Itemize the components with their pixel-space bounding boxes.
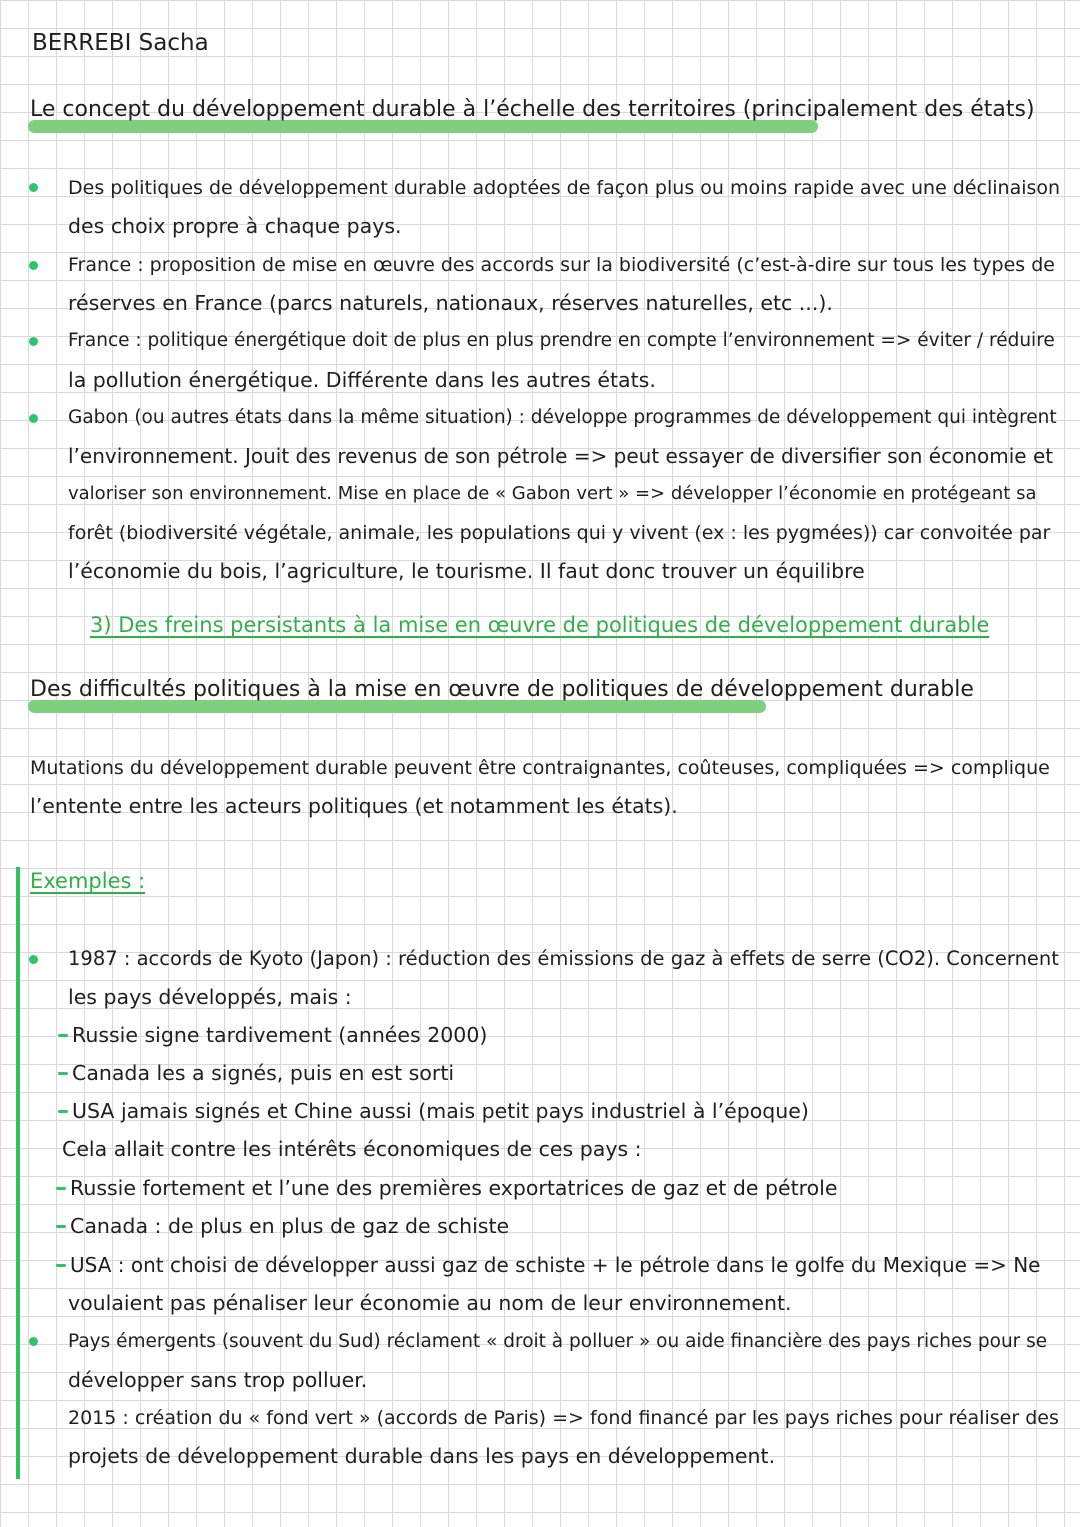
bullet-dot xyxy=(29,337,38,346)
bullet1-line2: des choix propre à chaque pays. xyxy=(68,214,402,238)
bullet4-line1: Gabon (ou autres états dans la même situation) : développe programmes de développement qui intègrent xyxy=(68,407,1057,428)
bullet4-line2: l’environnement. Jouit des revenus de son pétrole => peut essayer de diversifier son économie et xyxy=(68,444,1054,468)
dash-marker xyxy=(58,1034,68,1037)
example2-line3: 2015 : création du « fond vert » (accords de Paris) => fond financé par les pays riches pour réaliser des xyxy=(68,1407,1059,1429)
bullet3-line1: France : politique énergétique doit de plus en plus prendre en compte l’environnement => éviter / réduire xyxy=(68,330,1055,351)
example2-line2: développer sans trop polluer. xyxy=(68,1368,368,1392)
example1-line2: les pays développés, mais : xyxy=(68,985,352,1009)
bullet-dot xyxy=(29,414,38,423)
bullet-dot xyxy=(29,261,38,270)
dash-marker xyxy=(58,1110,68,1113)
example2-line4: projets de développement durable dans les pays en développement. xyxy=(68,1444,776,1468)
list1-item: USA jamais signés et Chine aussi (mais petit pays industriel à l’époque) xyxy=(72,1099,809,1123)
bullet2-line1: France : proposition de mise en œuvre des accords sur la biodiversité (c’est-à-dire sur tous les types de xyxy=(68,254,1055,276)
list1-item: Russie signe tardivement (années 2000) xyxy=(72,1023,488,1047)
dash-marker xyxy=(58,1072,68,1075)
list2-item: Canada : de plus en plus de gaz de schiste xyxy=(70,1214,510,1238)
list1-item: Canada les a signés, puis en est sorti xyxy=(72,1061,455,1085)
bullet-dot xyxy=(29,183,38,192)
dash-marker xyxy=(56,1264,66,1267)
interests-line: Cela allait contre les intérêts économiques de ces pays : xyxy=(62,1137,642,1161)
list2-item: USA : ont choisi de développer aussi gaz de schiste + le pétrole dans le golfe du Mexique => Ne xyxy=(70,1253,1041,1277)
bullet-dot xyxy=(29,955,38,964)
bullet4-line4: forêt (biodiversité végétale, animale, les populations qui y vivent (ex : les pygmées)) car convoitée par xyxy=(68,522,1051,544)
paragraph-line1: Mutations du développement durable peuvent être contraignantes, coûteuses, compliquées => complique xyxy=(30,757,1050,779)
section-3-title: 3) Des freins persistants à la mise en œuvre de politiques de développement durable xyxy=(90,613,990,637)
dash-marker xyxy=(56,1225,66,1228)
list2-item: Russie fortement et l’une des premières exportatrices de gaz et de pétrole xyxy=(70,1176,838,1200)
main-heading: Le concept du développement durable à l’échelle des territoires (principalement des états) xyxy=(30,97,1035,122)
paragraph-line2: l’entente entre les acteurs politiques (et notamment les états). xyxy=(30,794,678,818)
bullet3-line2: la pollution énergétique. Différente dans les autres états. xyxy=(68,368,656,392)
author-name: BERREBI Sacha xyxy=(32,30,209,56)
subheading: Des difficultés politiques à la mise en œuvre de politiques de développement durable xyxy=(30,677,974,702)
bullet4-line3: valoriser son environnement. Mise en place de « Gabon vert » => développer l’économie en protégeant sa xyxy=(68,483,1037,504)
dash-marker xyxy=(56,1187,66,1190)
bullet-dot xyxy=(29,1337,38,1346)
bullet1-line1: Des politiques de développement durable adoptées de façon plus ou moins rapide avec une déclinaison xyxy=(68,177,1061,199)
bullet2-line2: réserves en France (parcs naturels, nationaux, réserves naturelles, etc ...). xyxy=(68,291,833,315)
examples-title: Exemples : xyxy=(30,869,146,893)
examples-margin-line xyxy=(16,867,20,1479)
list2-continuation: voulaient pas pénaliser leur économie au nom de leur environnement. xyxy=(68,1291,792,1315)
bullet4-line5: l’économie du bois, l’agriculture, le tourisme. Il faut donc trouver un équilibre xyxy=(68,559,865,583)
example1-line1: 1987 : accords de Kyoto (Japon) : réduction des émissions de gaz à effets de serre (CO2). Concernent xyxy=(68,947,1059,970)
example2-line1: Pays émergents (souvent du Sud) réclament « droit à polluer » ou aide financière des pays riches pour se xyxy=(68,1331,1048,1352)
